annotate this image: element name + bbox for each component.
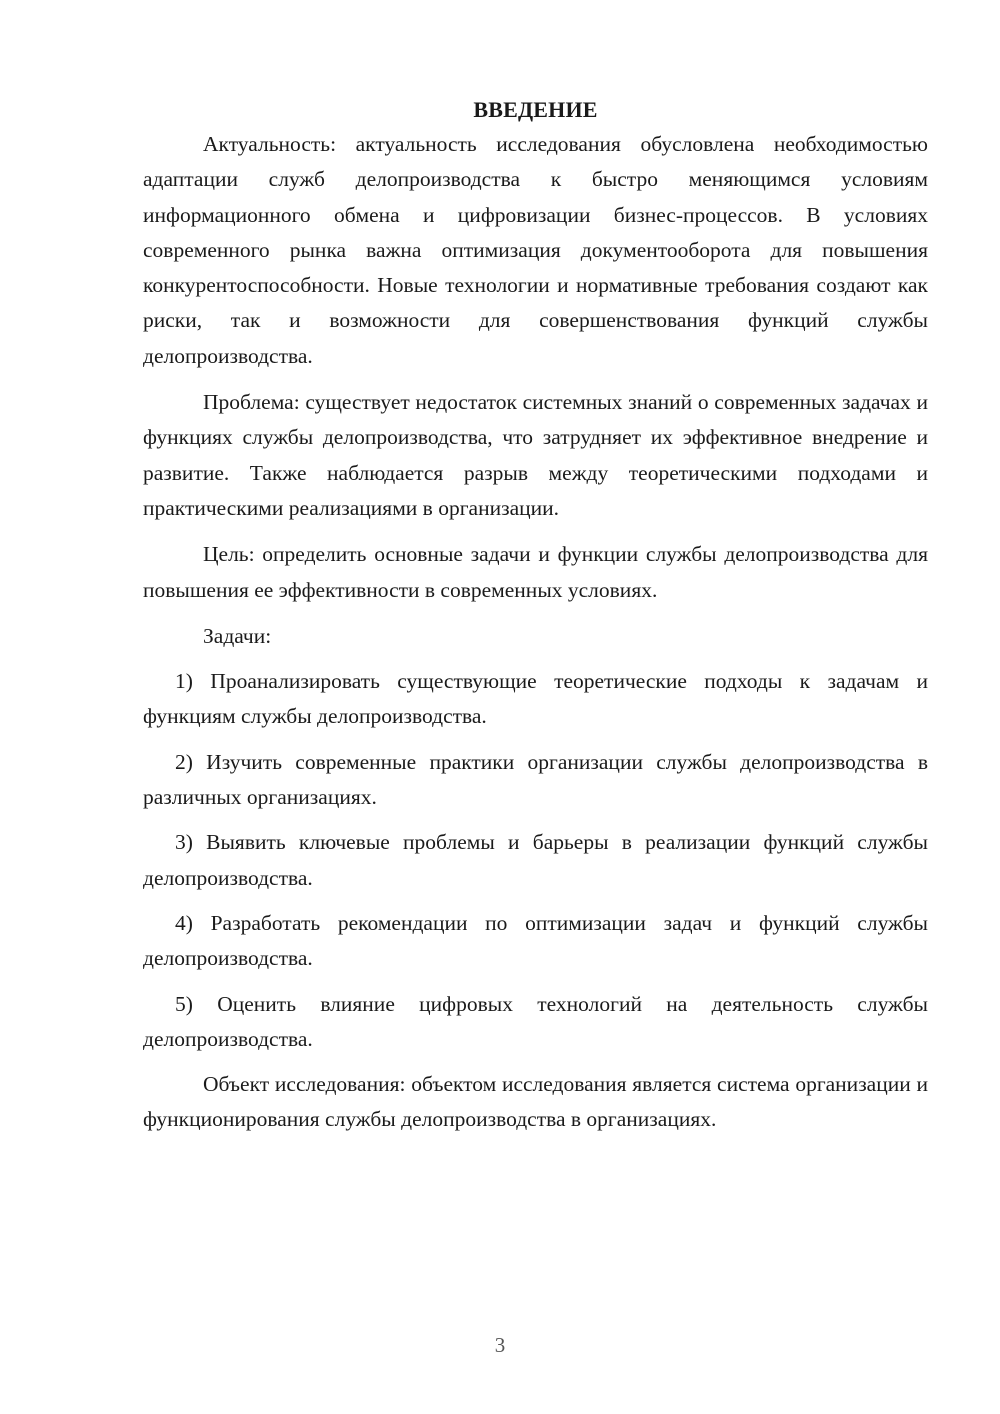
paragraph-problem: Проблема: существует недостаток системных знаний о современных задачах и функциях службы делопроизводства, что затрудняет их эффективное внедрение и развитие. Также наблюдается разрыв между теоретическими подходами и практическими реализациями в организации. xyxy=(143,390,928,520)
task-item-2: 2) Изучить современные практики организации службы делопроизводства в различных организациях. xyxy=(143,749,928,810)
paragraph-goal: Цель: определить основные задачи и функции службы делопроизводства для повышения ее эффективности в современных условиях. xyxy=(143,542,928,602)
page-number: 3 xyxy=(494,1333,506,1357)
paragraph-object: Объект исследования: объектом исследования является система организации и функционирования службы делопроизводства в организациях. xyxy=(143,1072,928,1132)
task-item-1: 1) Проанализировать существующие теоретические подходы к задачам и функциям службы делопроизводства. xyxy=(143,669,928,729)
task-item-3: 3) Выявить ключевые проблемы и барьеры в реализации функций службы делопроизводства. xyxy=(143,830,928,890)
task-item-4: 4) Разработать рекомендации по оптимизации задач и функций службы делопроизводства. xyxy=(143,910,928,971)
tasks-heading: Задачи: xyxy=(203,623,272,648)
task-item-5: 5) Оценить влияние цифровых технологий на деятельность службы делопроизводства. xyxy=(143,991,928,1051)
paragraph-relevance: Актуальность: актуальность исследования обусловлена необходимостью адаптации служб делопроизводства к быстро меняющимся условиям информационного обмена и цифровизации бизнес-процессов. В условиях современного рынка важна оптимизация документооборота для повышения конкурентоспособности. Новые технологии и нормативные требования создают как риски, так и возможности для совершенствования функций службы делопроизводства. xyxy=(143,132,928,368)
page-title: ВВЕДЕНИЕ xyxy=(473,97,598,122)
document-page xyxy=(143,92,928,1138)
